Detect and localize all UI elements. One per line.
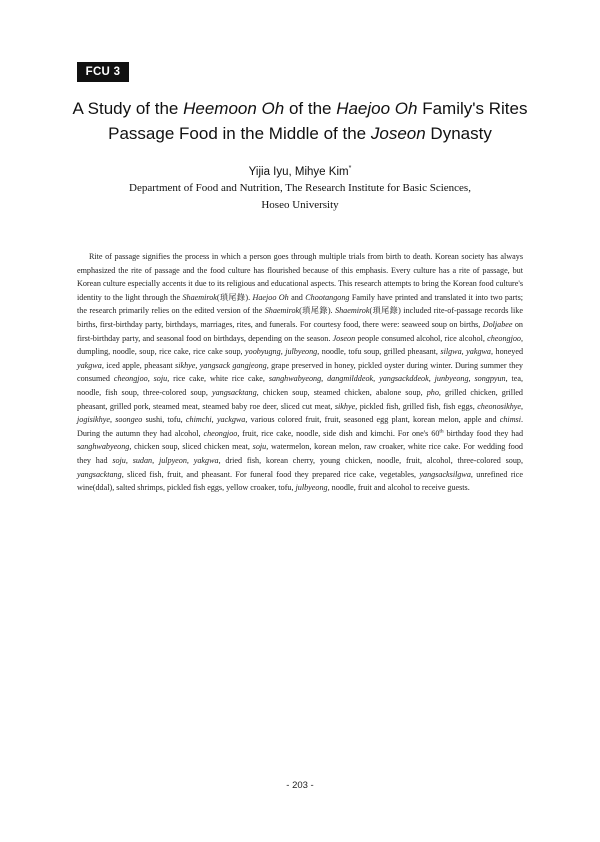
abstract-italic-term: songpyun [474,374,506,384]
abstract-text: , [373,374,380,384]
abstract-text: noodle, fruit and alcohol to receive guests. [329,483,470,493]
page-number: - 203 - [286,780,314,791]
title-text: Family's Rites [417,99,528,118]
abstract-text: , rice cake, white rice cake, [167,374,269,384]
abstract-text: , [147,374,154,384]
abstract-italic-term: soju [252,442,267,452]
abstract-italic-term: soju [153,374,168,384]
abstract-text: , [211,415,217,425]
title-italic-name: Joseon [370,124,426,143]
abstract-italic-term: julbyeong [285,347,318,357]
abstract-italic-term: sudan [132,455,153,465]
section-badge: FCU 3 [77,62,129,82]
abstract-italic-term: sikhye [334,401,356,411]
title-text: of the [284,99,337,118]
abstract-italic-term: sanghwabyeong [268,374,322,384]
abstract-italic-term: yangsacksilgwa [419,469,471,479]
abstract-text: , chicken soup, sliced chicken meat, [129,442,253,452]
abstract-italic-term: sikhye [175,360,196,370]
abstract-italic-term: yangsacktang [211,387,257,397]
title-italic-name: Haejoo Oh [336,99,418,118]
paper-title [40,96,560,146]
abstract-text: Rite of passage signifies the process in which a person goes through multiple trials from birth to death. Korean society has always emphasized the rite of passage and the food culture has flourished because of this emphasis. Every culture has a rite of passage, but Korean culture especially accents it due to its religious and educational aspects. This research attempts to bring the Korean food culture's identity to the light through the [77,252,523,302]
title-text: Passage Food in the Middle of the [108,124,371,143]
abstract-text: , [280,347,286,357]
ordinal-superscript: th [439,428,444,434]
abstract-italic-term: Haejoo Oh [252,292,289,302]
abstract-text: , [321,374,328,384]
title-text: A Study of the [72,99,184,118]
abstract-text: , watermelon, korean melon, raw croaker, white rice cake. For wedding food they had [77,442,523,465]
abstract-text: sushi, tofu, [142,415,186,425]
author-names: Yijia Iyu, Mihye Kim [248,165,349,178]
abstract-paragraph [77,250,523,495]
abstract-italic-term: soongeo [115,415,143,425]
title-line-1 [40,96,560,121]
abstract-italic-term: Doljabee [482,319,513,329]
abstract-text: , iced apple, pheasant [101,360,176,370]
abstract-text: , [125,455,133,465]
abstract-text: , [520,401,523,411]
abstract-italic-term: julbyeong, [295,483,330,493]
abstract-italic-term: Shaemirok [264,306,300,316]
abstract-text: , [428,374,435,384]
title-italic-name: Heemoon Oh [183,99,285,118]
corresponding-mark: * [348,165,352,172]
abstract-text: , dumpling, noodle, soup, rice cake, rice cake soup, [77,333,523,357]
abstract-text: , [461,347,467,357]
abstract-text: , [195,360,200,370]
abstract-text: people consumed alcohol, rice alcohol, [355,333,488,343]
abstract-text: , unrefined rice wine(ddal), salted shrimps, pickled fish eggs, yellow croaker, tofu, [77,469,523,493]
abstract-text: birthday food they had [443,428,524,438]
abstract-text: on first-birthday party, and seasonal food on birthdays, depending on the season. [77,319,523,343]
abstract-italic-term: Shaemirok [335,306,370,316]
abstract-italic-term: julpyeon [158,455,187,465]
abstract-text: and [288,292,306,302]
abstract-italic-term: jogisikhye [77,415,110,425]
abstract-text: , tea, noodle, fish soup, three-colored soup, [77,374,524,397]
abstract-italic-term: yakgwa [193,455,219,465]
abstract-text: , [109,415,116,425]
title-line-2 [40,121,560,146]
abstract-text: , pickled fish, grilled fish, fish eggs, [355,401,478,411]
abstract-text: Family have printed and translated it into two parts; the research primarily relies on the edited version of the [77,292,523,316]
abstract-text: , various colored fruit, fruit, seasoned egg plant, korean melon, apple and [245,415,500,425]
affiliation-line: Hoseo University [261,199,339,211]
abstract-text: , [152,455,159,465]
abstract-italic-term: cheonosikhye [477,401,521,411]
abstract-text: , noodle, tofu soup, grilled pheasant, [317,347,441,357]
abstract-text: (瑣尾錄) included rite-of-passage records like births, first-birthday party, birthdays, marriages, rites, and funerals. For courtesy food, there were: seaweed soup on births, [77,306,523,329]
abstract-italic-term: soju [112,455,126,465]
abstract-italic-term: yoobyugng [245,347,281,357]
abstract-italic-term: pho [426,387,439,397]
abstract-italic-term: yakgwa [466,347,491,357]
abstract-text: , grilled chicken, grilled pheasant, grilled pork, steamed meat, steamed baby roe deer, sliced cut meat, [77,387,523,411]
abstract-italic-term: dangmilddeok [327,374,374,384]
abstract-italic-term: yangsacktang [77,469,122,479]
abstract-italic-term: chimsi [499,415,521,425]
abstract-text: (瑣尾錄). [216,292,253,302]
abstract-italic-term: cheongjoo [487,333,521,343]
title-text: Dynasty [425,124,492,143]
abstract-text: , sliced fish, fruit, and pheasant. For funeral food they prepared rice cake, vegetables, [121,469,420,479]
affiliation-line: Department of Food and Nutrition, The Research Institute for Basic Sciences, [129,182,471,194]
abstract-text: , fruit, rice cake, noodle, side dish and kimchi. For one's 60 [237,428,440,438]
abstract-italic-term: yackgwa [216,415,246,425]
abstract-italic-term: yangsack gangjeong [199,360,267,370]
abstract-text: , chicken soup, steamed chicken, abalone soup, [256,387,427,397]
abstract-text: , [468,374,475,384]
abstract-text: , grape preserved in honey, pickled oyster during winter. During summer they consumed [77,360,523,384]
abstract-italic-term: Joseon [332,333,356,343]
author-list [0,165,600,178]
abstract-text: , [186,455,194,465]
abstract-italic-term: yakgwa [77,360,102,370]
abstract-italic-term: Chootangong [305,292,350,302]
abstract-text: . During the autumn they had alcohol, [77,415,524,438]
abstract-italic-term: yangsackddeok [379,374,429,384]
abstract-italic-term: cheongjoo [203,428,238,438]
affiliation [60,180,540,214]
abstract-text: , dried fish, korean cherry, young chicken, noodle, fruit, alcohol, three-colored soup, [218,455,523,465]
abstract-text: (瑣尾錄). [299,306,336,316]
abstract-italic-term: junbyeong [434,374,469,384]
abstract-italic-term: sanghwabyeong [77,442,130,452]
abstract-italic-term: cheongjoo [113,374,148,384]
abstract-italic-term: silgwa [440,347,462,357]
abstract-text: , honeyed [491,347,524,357]
abstract-italic-term: chimchi [185,415,212,425]
abstract-italic-term: Shaemirok [182,292,217,302]
